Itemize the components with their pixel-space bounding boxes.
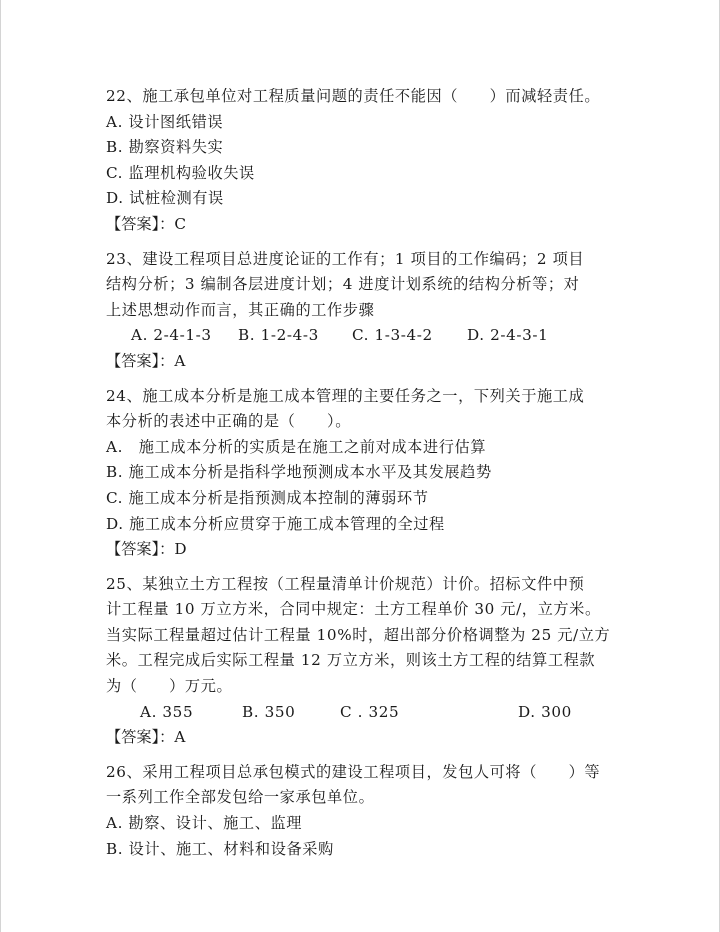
answer-label: 【答案】：A <box>106 728 186 747</box>
option-b: B. 勘察资料失实 <box>106 138 224 157</box>
question-stem-line: 本分析的表述中正确的是（ ）。 <box>106 412 351 431</box>
option-b: B. 1-2-4-3 <box>238 326 319 345</box>
option-a: A. 2-4-1-3 <box>131 326 212 345</box>
question-list <box>106 84 618 862</box>
question-stem-line: 25、某独立土方工程按（工程量清单计价规范）计价。招标文件中预 <box>106 574 585 593</box>
inline-options <box>106 700 618 726</box>
question-stem-line: 23、建设工程项目总进度论证的工作有；1 项目的工作编码；2 项目 <box>106 249 585 268</box>
answer-label: 【答案】：A <box>106 351 186 370</box>
question-stem-line: 结构分析；3 编制各层进度计划；4 进度计划系统的结构分析等；对 <box>106 275 580 294</box>
answer-label: 【答案】：D <box>106 540 187 559</box>
option-a: A. 勘察、设计、施工、监理 <box>106 814 303 833</box>
option-d: D. 施工成本分析应贯穿于施工成本管理的全过程 <box>106 514 445 533</box>
option-b: B. 设计、施工、材料和设备采购 <box>106 839 334 858</box>
question-stem-line: 当实际工程量超过估计工程量 10%时，超出部分价格调整为 25 元/立方 <box>106 625 611 644</box>
option-b: B. 350 <box>242 702 296 721</box>
option-d: D. 300 <box>518 702 572 721</box>
option-c: C . 325 <box>340 702 400 721</box>
question-22 <box>106 84 618 238</box>
question-stem-line: 米。工程完成后实际工程量 12 万立方米，则该土方工程的结算工程款 <box>106 651 596 670</box>
option-d: D. 2-4-3-1 <box>467 326 549 345</box>
question-stem-line: 为（ ）万元。 <box>106 677 233 696</box>
question-stem-line: 24、施工成本分析是施工成本管理的主要任务之一，下列关于施工成 <box>106 386 585 405</box>
inline-options <box>106 323 618 349</box>
question-26 <box>106 760 618 862</box>
option-a: A. 施工成本分析的实质是在施工之前对成本进行估算 <box>106 437 487 456</box>
option-c: C. 监理机构验收失误 <box>106 163 255 182</box>
question-24 <box>106 384 618 563</box>
question-stem-line: 22、施工承包单位对工程质量问题的责任不能因（ ）而减轻责任。 <box>106 87 601 105</box>
option-c: C. 施工成本分析是指预测成本控制的薄弱环节 <box>106 488 429 507</box>
question-stem-line: 计工程量 10 万立方米，合同中规定：土方工程单价 30 元/，立方米。 <box>106 600 601 619</box>
question-23 <box>106 247 618 375</box>
answer-label: 【答案】：C <box>106 214 186 233</box>
option-a: A. 355 <box>140 702 194 721</box>
question-stem-line: 上述思想动作而言，其正确的工作步骤 <box>106 300 375 319</box>
option-a: A. 设计图纸错误 <box>106 112 224 131</box>
option-d: D. 试桩检测有误 <box>106 189 224 208</box>
question-stem-line: 26、采用工程项目总承包模式的建设工程项目，发包人可将（ ）等 <box>106 762 601 781</box>
question-stem-line: 一系列工作全部发包给一家承包单位。 <box>106 788 375 807</box>
option-c: C. 1-3-4-2 <box>352 326 433 345</box>
option-b: B. 施工成本分析是指科学地预测成本水平及其发展趋势 <box>106 463 492 482</box>
question-25 <box>106 572 618 751</box>
